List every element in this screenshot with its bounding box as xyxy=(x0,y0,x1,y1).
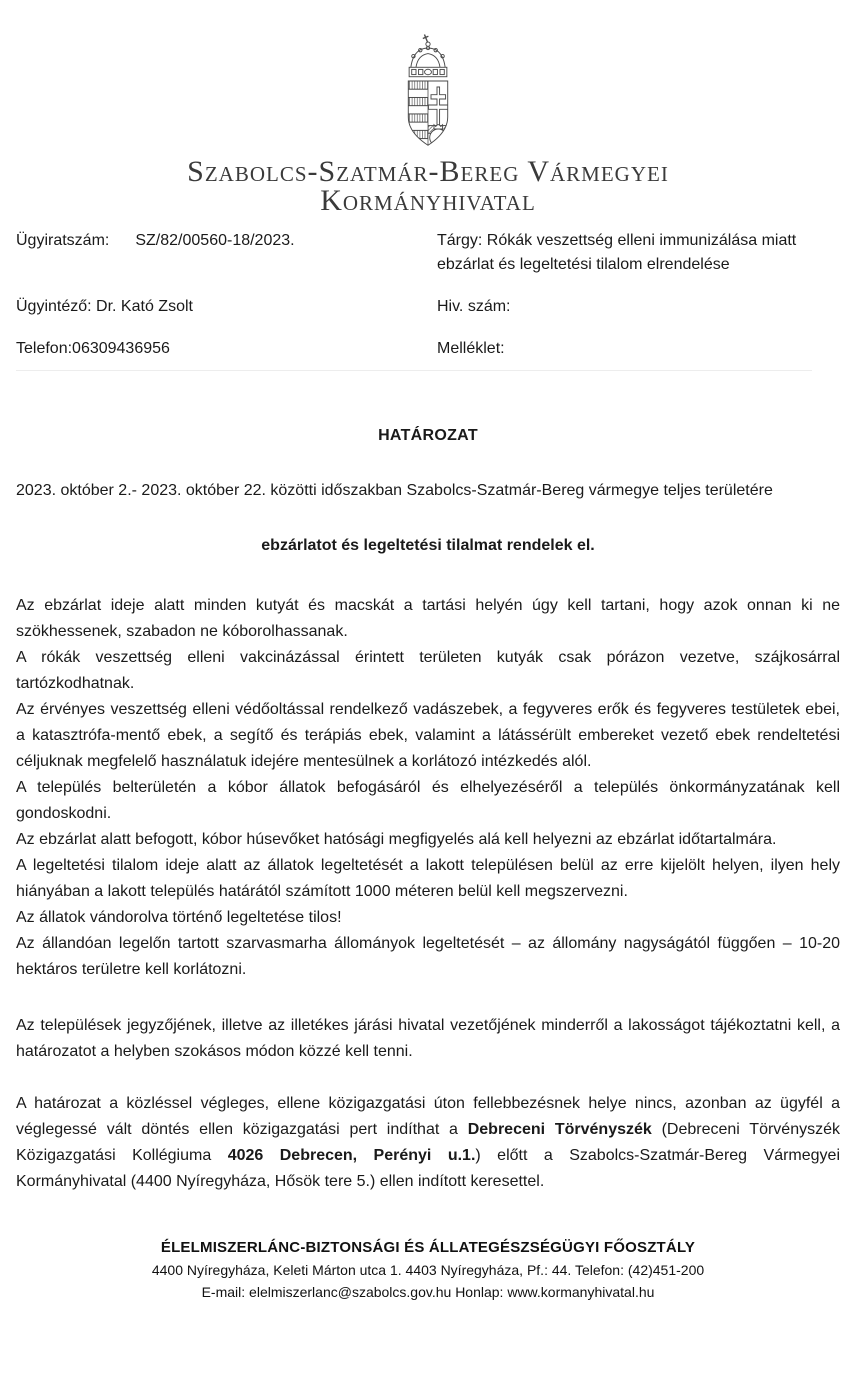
reference-number-field: Hiv. szám: xyxy=(437,298,511,315)
organization-name xyxy=(0,157,856,215)
decision-paragraph: Az ebzárlat alatt befogott, kóbor húsevőket hatósági megfigyelés alá kell helyezni az ebzárlat időtartalmára. xyxy=(16,831,777,848)
phone-field: Telefon:06309436956 xyxy=(16,340,170,357)
officer-field: Ügyintéző: Dr. Kató Zsolt xyxy=(16,298,193,315)
scan-artifact-line xyxy=(16,370,812,371)
decision-paragraph: Az állatok vándorolva történő legeltetése tilos! xyxy=(16,909,342,926)
appeal-text: ) előtt a Szabolcs-Szatmár-Bereg Vármegyei Kormányhivatal (4400 Nyíregyháza, Hősök tere 5.) ellen indított keresettel. xyxy=(16,1147,840,1190)
attachment-field: Melléklet: xyxy=(437,340,505,357)
footer-department: ÉLELMISZERLÁNC-BIZTONSÁGI ÉS ÁLLATEGÉSZSÉGÜGYI FŐOSZTÁLY xyxy=(160,1239,696,1256)
appeal-court-name: Debreceni Törvényszék xyxy=(467,1121,652,1138)
decision-intro: 2023. október 2.- 2023. október 22. közötti időszakban Szabolcs-Szatmár-Bereg vármegye teljes területére xyxy=(16,482,773,499)
appeal-clause xyxy=(16,1091,840,1195)
decision-paragraph: Az állandóan legelőn tartott szarvasmarha állományok legeltetését – az állomány nagyságától függően – 10-20 hektáros területre kell korlátozni. xyxy=(16,935,840,978)
decision-paragraph: A legeltetési tilalom ideje alatt az állatok legeltetését a lakott településen belül az erre kijelölt helyen, ilyen hely hiányában a lakott település határától számított 1000 méteren belül kell megszervezni. xyxy=(16,857,840,900)
footer-address: 4400 Nyíregyháza, Keleti Márton utca 1. 4403 Nyíregyháza, Pf.: 44. Telefon: (42)451-200 xyxy=(151,1262,705,1278)
footer-contact: E-mail: elelmiszerlanc@szabolcs.gov.hu Honlap: www.kormanyhivatal.hu xyxy=(201,1284,655,1300)
decision-order: ebzárlatot és legeltetési tilalmat rendelek el. xyxy=(261,537,595,554)
decision-title: HATÁROZAT xyxy=(378,427,478,444)
decision-paragraph: Az ebzárlat ideje alatt minden kutyát és macskát a tartási helyén úgy kell tartani, hogy azok onnan ki ne szökhessenek, szabadon ne kóborolhassanak. xyxy=(16,597,840,640)
decision-paragraph: A rókák veszettség elleni vakcinázással érintett területen kutyák csak pórázon vezetve, szájkosárral tartózkodhatnak. xyxy=(16,649,840,692)
document-meta xyxy=(16,229,840,361)
appeal-text: (Debreceni Törvényszék Közigazgatási Kollégiuma xyxy=(16,1121,840,1164)
letterhead xyxy=(0,0,856,215)
document-footer xyxy=(0,1237,856,1303)
subject-field: Tárgy: Rókák veszettség elleni immunizálása miatt ebzárlat és legeltetési tilalom elrendelése xyxy=(437,232,797,273)
publication-notice: Az települések jegyzőjének, illetve az illetékes járási hivatal vezetőjének minderről a lakosságot tájékoztatni kell, a határozatot a helyben szokásos módon közzé kell tenni. xyxy=(16,1017,840,1060)
case-number-value: SZ/82/00560-18/2023. xyxy=(135,232,295,249)
case-number-row xyxy=(16,229,437,277)
decision-paragraph: Az érvényes veszettség elleni védőoltással rendelkező vadászebek, a fegyveres erők és fegyveres testületek ebei, a katasztrófa-mentő ebek, a segítő és terápiás ebek, valamint a látássérült embereket vezető ebek rendeltetési céljuknak megfelelő használatuk idejére mentesülnek a korlátozó intézkedés alól. xyxy=(16,701,840,770)
organization-name-line2: Kormányhivatal xyxy=(320,184,536,217)
appeal-court-address: 4026 Debrecen, Perényi u.1. xyxy=(227,1147,476,1164)
decision-paragraph: A település belterületén a kóbor állatok befogásáról és elhelyezéséről a település önkormányzatának kell gondoskodni. xyxy=(16,779,840,822)
hungarian-coat-of-arms-icon xyxy=(385,33,471,153)
decision-body xyxy=(16,593,840,1195)
case-number-label: Ügyiratszám: xyxy=(16,232,110,249)
organization-name-line1: Szabolcs-Szatmár-Bereg Vármegyei xyxy=(187,155,669,188)
appeal-text: A határozat a közléssel végleges, ellene közigazgatási úton fellebbezésnek helye nincs, azonban az ügyfél a véglegessé vált döntés ellen közigazgatási pert indíthat a xyxy=(16,1095,840,1138)
